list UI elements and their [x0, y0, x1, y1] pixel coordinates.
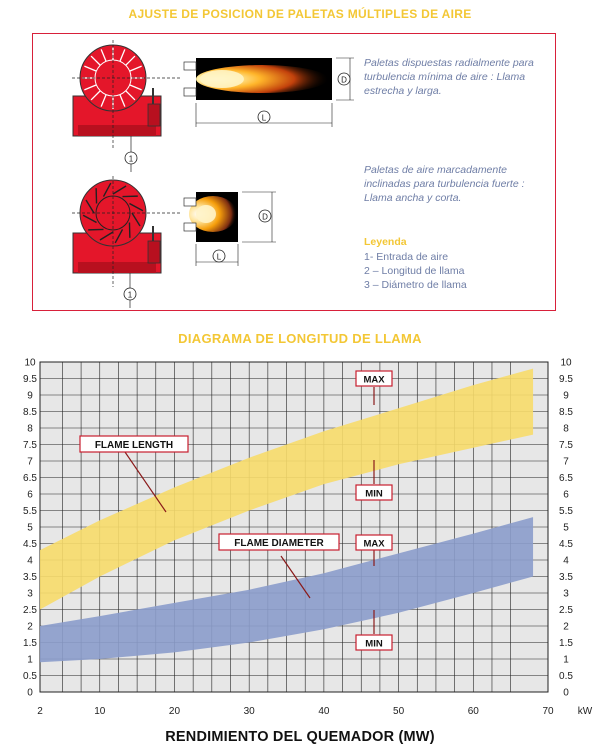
x-tick-label: 10: [94, 706, 106, 717]
y-tick-label-right: 1: [563, 654, 569, 666]
y-tick-label-right: 9: [563, 390, 569, 402]
y-tick-label-right: 3.5: [559, 572, 573, 583]
y-tick-label-left: 7.5: [23, 440, 37, 451]
section-title-paletas: AJUSTE DE POSICION DE PALETAS MÚLTIPLES DE AIRE: [128, 7, 472, 21]
flame-length-label: [80, 436, 188, 452]
svg-text:FLAME DIAMETER: FLAME DIAMETER: [234, 538, 324, 549]
config1-description: Paletas dispuestas radialmente para turbulencia mínima de aire : Llama estrecha y larga.: [364, 57, 534, 97]
y-tick-label-left: 0.5: [23, 671, 37, 682]
y-tick-label-left: 8.5: [23, 407, 37, 418]
svg-text:1: 1: [128, 154, 134, 164]
y-tick-label-left: 7: [27, 456, 33, 468]
y-tick-label-left: 4.5: [23, 539, 37, 550]
y-tick-label-right: 4: [563, 555, 569, 567]
min-label-diameter: [356, 635, 392, 650]
y-tick-label-right: 3: [563, 588, 569, 600]
y-tick-label-right: 8.5: [559, 407, 573, 418]
y-tick-label-right: 0.5: [559, 671, 573, 682]
y-tick-label-left: 8: [27, 423, 33, 435]
burner-1: [72, 40, 180, 172]
x-tick-label: 50: [393, 706, 405, 717]
y-tick-label-right: 2: [563, 621, 569, 633]
y-tick-label-left: 5: [27, 522, 33, 534]
legend-item-flame-length: 2 – Longitud de llama: [364, 265, 465, 277]
svg-text:1: 1: [127, 290, 133, 300]
x-axis-title: RENDIMIENTO DEL QUEMADOR (MW): [165, 729, 435, 745]
y-tick-label-left: 6: [27, 489, 33, 501]
y-tick-label-left: 5.5: [23, 506, 37, 517]
y-tick-label-right: 7: [563, 456, 569, 468]
x-tick-label: 70: [542, 706, 554, 717]
y-tick-label-right: 6: [563, 489, 569, 501]
y-tick-label-left: 4: [27, 555, 33, 567]
y-tick-label-right: 10: [560, 357, 572, 369]
y-tick-label-left: 3: [27, 588, 33, 600]
y-tick-label-left: 3.5: [23, 572, 37, 583]
x-tick-label: 30: [243, 706, 255, 717]
flame-1-long-narrow: [184, 58, 354, 127]
y-tick-label-right: 4.5: [559, 539, 573, 550]
x-tick-label: 40: [318, 706, 330, 717]
flame-2-short-wide: [184, 192, 276, 266]
x-tick-label: 60: [467, 706, 479, 717]
svg-text:D: D: [262, 212, 268, 222]
svg-text:L: L: [261, 113, 267, 123]
svg-text:L: L: [216, 252, 222, 262]
y-tick-label-left: 9.5: [23, 374, 37, 385]
legend-item-air-inlet: 1- Entrada de aire: [364, 251, 449, 263]
max-label-length: [356, 371, 392, 386]
y-tick-label-right: 1.5: [559, 638, 573, 649]
svg-text:MAX: MAX: [363, 374, 385, 386]
svg-text:MIN: MIN: [365, 488, 383, 500]
burner-2: [72, 176, 180, 308]
legend-title: Leyenda: [364, 236, 407, 248]
y-tick-label-left: 10: [24, 357, 36, 369]
min-label-length: [356, 485, 392, 500]
config2-description: Paletas de aire marcadamente inclinadas para turbulencia fuerte : Llama ancha y corta.: [364, 164, 525, 204]
y-tick-label-left: 2: [27, 621, 33, 633]
burner-schematic: [0, 0, 600, 320]
x-unit-label: kW: [577, 706, 593, 717]
svg-text:MAX: MAX: [363, 538, 385, 550]
y-tick-label-left: 6.5: [23, 473, 37, 484]
y-tick-label-left: 0: [27, 687, 33, 699]
y-tick-label-right: 5.5: [559, 506, 573, 517]
y-tick-label-right: 0: [563, 687, 569, 699]
x-tick-label: 20: [168, 706, 181, 717]
y-tick-label-right: 7.5: [559, 440, 573, 451]
svg-text:FLAME LENGTH: FLAME LENGTH: [94, 440, 174, 451]
y-tick-label-left: 1.5: [23, 638, 37, 649]
max-label-diameter: [356, 535, 392, 550]
y-tick-label-right: 9.5: [559, 374, 573, 385]
y-tick-label-right: 5: [563, 522, 569, 534]
y-tick-label-right: 6.5: [559, 473, 573, 484]
y-tick-label-left: 1: [27, 654, 33, 666]
section-title-diagrama: DIAGRAMA DE LONGITUD DE LLAMA: [178, 331, 422, 346]
y-tick-label-right: 2.5: [559, 605, 573, 616]
legend-item-flame-diameter: 3 – Diámetro de llama: [364, 279, 467, 291]
svg-text:D: D: [341, 75, 347, 85]
y-tick-label-left: 9: [27, 390, 33, 402]
y-tick-label-left: 2.5: [23, 605, 37, 616]
svg-text:MIN: MIN: [365, 638, 383, 650]
x-tick-label: 2: [37, 706, 43, 717]
y-tick-label-right: 8: [563, 423, 569, 435]
flame-diameter-label: [219, 534, 339, 550]
flame-length-chart: [0, 352, 600, 722]
